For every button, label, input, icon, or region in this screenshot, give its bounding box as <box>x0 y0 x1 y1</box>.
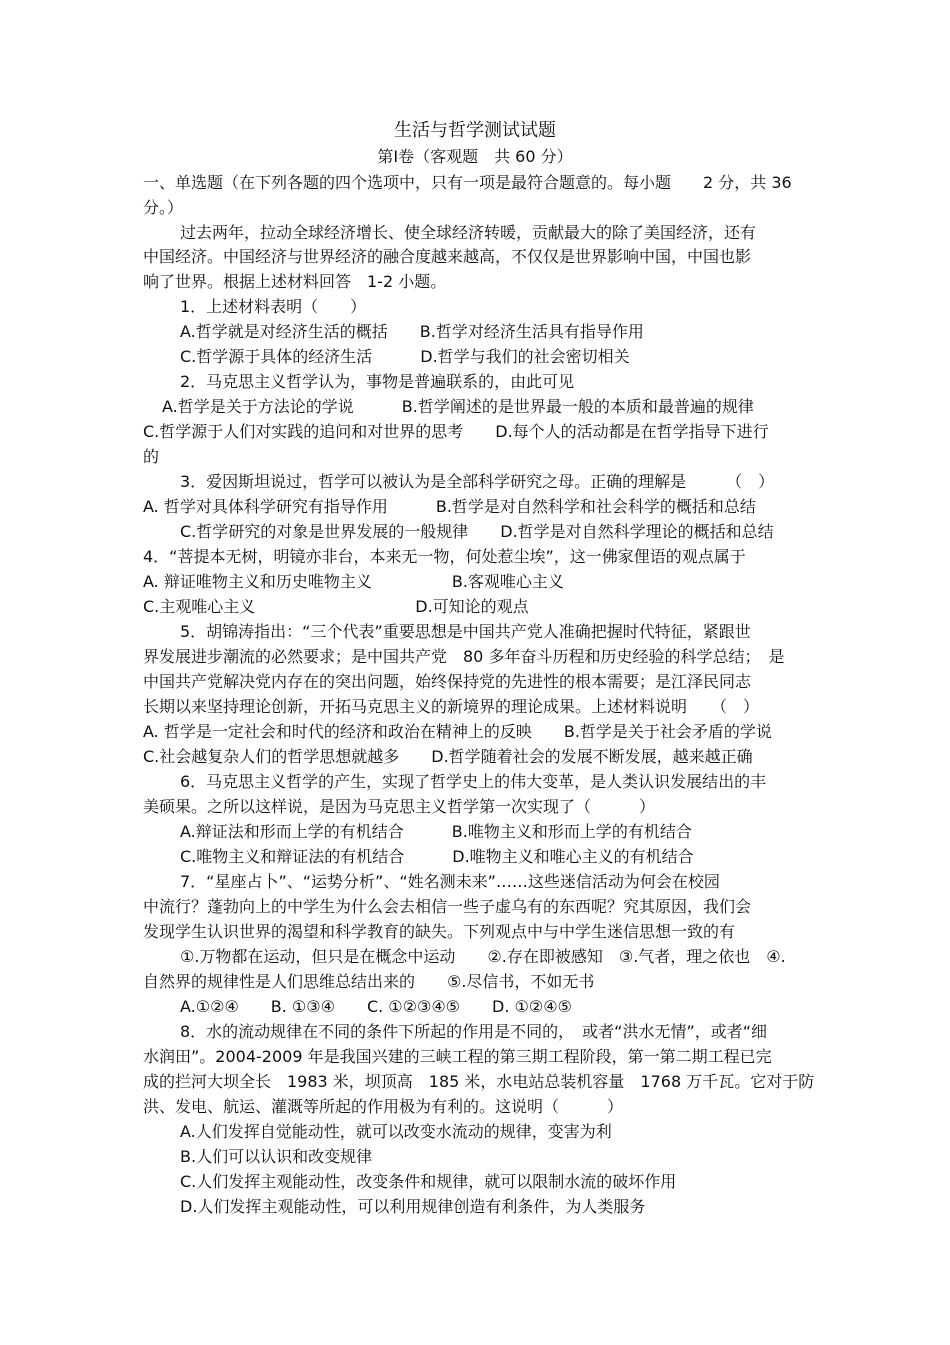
options: A.哲学就是对经济生活的概括 B.哲学对经济生活具有指导作用 <box>180 322 644 341</box>
options: A. 哲学对具体科学研究有指导作用 B.哲学是对自然科学和社会科学的概括和总结 <box>143 497 756 516</box>
text-line: 一、单选题（在下列各题的四个选项中，只有一项是最符合题意的。每小题 2 分，共 36 <box>143 173 792 192</box>
text-line: 长期以来坚持理论创新，开拓马克思主义的新境界的理论成果。上述材料说明 （ ） <box>143 697 760 716</box>
options: C.哲学源于人们对实践的追问和对世界的思考 D.每个人的活动都是在哲学指导下进行 <box>143 422 769 441</box>
question-2: 2．马克思主义哲学认为，事物是普遍联系的，由此可见 <box>180 372 575 391</box>
options: A.辩证法和形而上学的有机结合 B.唯物主义和形而上学的有机结合 <box>180 822 692 841</box>
question-3: 3．爱因斯坦说过，哲学可以被认为是全部科学研究之母。正确的理解是 （ ） <box>180 472 775 491</box>
text-line: 自然界的规律性是人们思维总结出来的 ⑤.尽信书，不如无书 <box>143 972 595 991</box>
options: A.①②④ B. ①③④ C. ①②③④⑤ D. ①②④⑤ <box>180 997 572 1016</box>
options: C.唯物主义和辩证法的有机结合 D.唯物主义和唯心主义的有机结合 <box>180 847 694 866</box>
text-line: 中国经济。中国经济与世界经济的融合度越来越高，不仅仅是世界影响中国，中国也影 <box>143 247 752 266</box>
text-line: 中流行？蓬勃向上的中学生为什么会去相信一些子虚乌有的东西呢？究其原因，我们会 <box>143 897 752 916</box>
text-line: 成的拦河大坝全长 1983 米，坝顶高 185 米，水电站总装机容量 1768 万千瓦。它对于防 <box>143 1072 815 1091</box>
options: C.哲学研究的对象是世界发展的一般规律 D.哲学是对自然科学理论的概括和总结 <box>180 522 774 541</box>
question-1: 1．上述材料表明（ ） <box>180 297 367 316</box>
question-7: 7．“星座占卜”、“运势分析”、“姓名测未来”……这些迷信活动为何会在校园 <box>180 872 720 891</box>
text-line: 中国共产党解决党内存在的突出问题，始终保持党的先进性的根本需要；是江泽民同志 <box>143 672 752 691</box>
option-c: C.人们发挥主观能动性，改变条件和规律，就可以限制水流的破坏作用 <box>180 1172 677 1191</box>
question-8: 8．水的流动规律在不同的条件下所起的作用是不同的， 或者“洪水无情”，或者“细 <box>180 1022 768 1041</box>
options: A. 辩证唯物主义和历史唯物主义 B.客观唯心主义 <box>143 572 564 591</box>
options: C.哲学源于具体的经济生活 D.哲学与我们的社会密切相关 <box>180 347 630 366</box>
option-d: D.人们发挥主观能动性，可以利用规律创造有利条件，为人类服务 <box>180 1197 646 1216</box>
section-subtitle: 第Ⅰ卷（客观题 共 60 分） <box>377 147 573 166</box>
options: A. 哲学是一定社会和时代的经济和政治在精神上的反映 B.哲学是关于社会矛盾的学说 <box>143 722 772 741</box>
text-line: 分。） <box>143 198 184 217</box>
question-5: 5．胡锦涛指出：“三个代表”重要思想是中国共产党人准确把握时代特征，紧跟世 <box>180 622 751 641</box>
options: C.主观唯心主义 D.可知论的观点 <box>143 597 529 616</box>
page-title: 生活与哲学测试试题 <box>394 120 556 141</box>
text-line: 的 <box>143 447 160 466</box>
text-line: 美硕果。之所以这样说，是因为马克思主义哲学第一次实现了（ ） <box>143 797 656 816</box>
option-a: A.人们发挥自觉能动性，就可以改变水流动的规律，变害为利 <box>180 1122 612 1141</box>
text-line: 水润田”。2004-2009 年是我国兴建的三峡工程的第三期工程阶段，第一第二期工程已完 <box>143 1047 772 1066</box>
text-line: 响了世界。根据上述材料回答 1-2 小题。 <box>143 272 447 291</box>
question-6: 6．马克思主义哲学的产生，实现了哲学史上的伟大变革，是人类认识发展结出的丰 <box>180 772 767 791</box>
text-line: 发现学生认识世界的渴望和科学教育的缺失。下列观点中与中学生迷信思想一致的有 <box>143 922 736 941</box>
options: A.哲学是关于方法论的学说 B.哲学阐述的是世界最一般的本质和最普遍的规律 <box>162 397 754 416</box>
options: C.社会越复杂人们的哲学思想就越多 D.哲学随着社会的发展不断发展，越来越正确 <box>143 747 753 766</box>
question-4: 4．“菩提本无树，明镜亦非台，本来无一物，何处惹尘埃”，这一佛家俚语的观点属于 <box>143 547 746 566</box>
text-line: 界发展进步潮流的必然要求；是中国共产党 80 多年奋斗历程和历史经验的科学总结； 是 <box>143 647 785 666</box>
text-line: 过去两年，拉动全球经济增长、使全球经济转暖，贡献最大的除了美国经济，还有 <box>180 223 757 242</box>
text-line: ①.万物都在运动，但只是在概念中运动 ②.存在即被感知 ③.气者，理之依也 ④. <box>180 947 786 966</box>
option-b: B.人们可以认识和改变规律 <box>180 1147 373 1166</box>
text-line: 洪、发电、航运、灌溉等所起的作用极为有利的。这说明（ ） <box>143 1097 624 1116</box>
